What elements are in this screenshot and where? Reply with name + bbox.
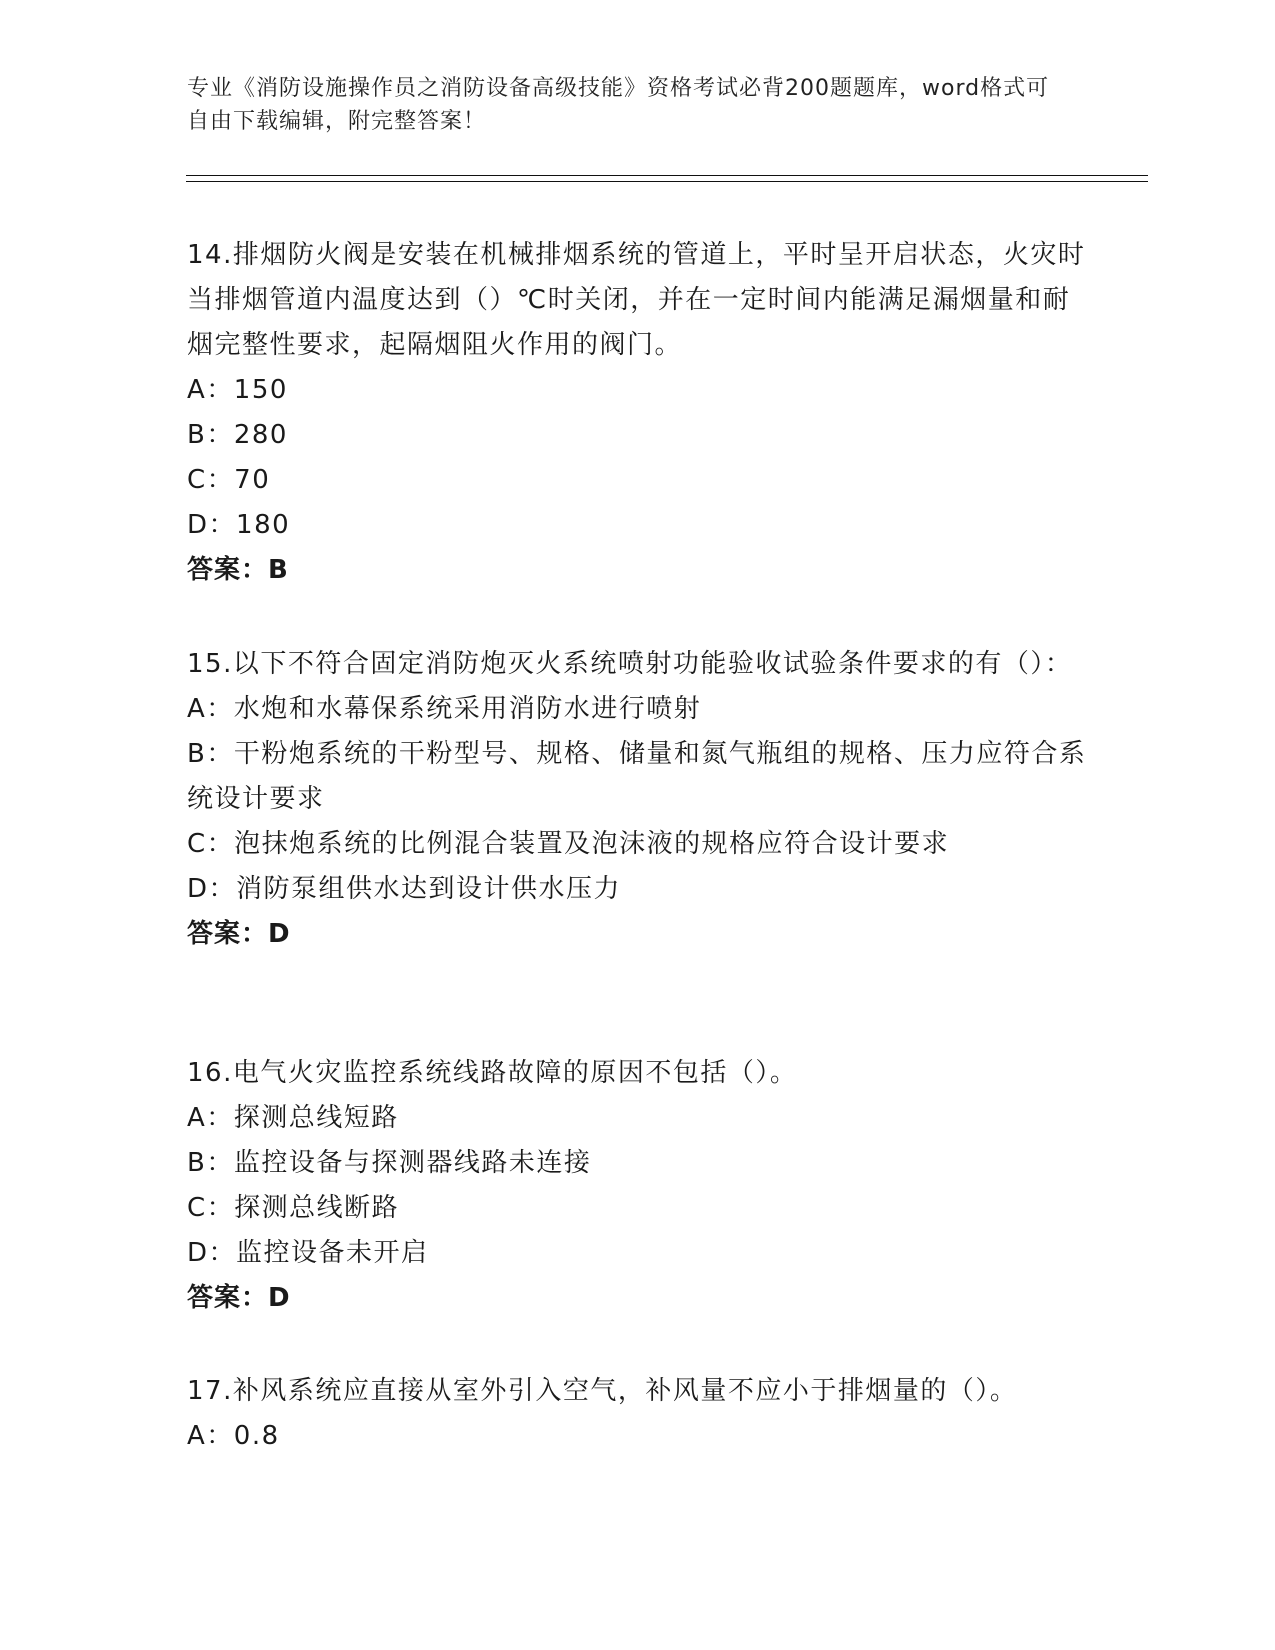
question-14 xyxy=(187,233,1087,593)
document-header: 专业《消防设施操作员之消防设备高级技能》资格考试必背200题题库，word格式可自由下载编辑，附完整答案！ xyxy=(187,76,1050,134)
option-c: C：70 xyxy=(187,465,271,495)
question-17 xyxy=(187,1369,1087,1459)
header-divider-top xyxy=(186,175,1148,176)
option-c: C：泡抹炮系统的比例混合装置及泡沫液的规格应符合设计要求 xyxy=(187,829,950,859)
option-a: A：150 xyxy=(187,375,288,405)
question-stem: 14.排烟防火阀是安装在机械排烟系统的管道上，平时呈开启状态，火灾时当排烟管道内温度达到（）℃时关闭，并在一定时间内能满足漏烟量和耐烟完整性要求，起隔烟阻火作用的阀门。 xyxy=(187,240,1086,360)
option-d: D：180 xyxy=(187,510,291,540)
option-c: C：探测总线断路 xyxy=(187,1193,400,1223)
answer: 答案：B xyxy=(187,555,289,585)
option-b: B：干粉炮系统的干粉型号、规格、储量和氮气瓶组的规格、压力应符合系统设计要求 xyxy=(187,739,1087,814)
option-a: A：0.8 xyxy=(187,1421,280,1451)
option-a: A：探测总线短路 xyxy=(187,1103,399,1133)
option-b: B：监控设备与探测器线路未连接 xyxy=(187,1148,592,1178)
question-16 xyxy=(187,1051,1087,1321)
question-stem: 16.电气火灾监控系统线路故障的原因不包括（）。 xyxy=(187,1058,798,1088)
header-divider-bottom xyxy=(186,181,1148,182)
answer: 答案：D xyxy=(187,919,291,949)
answer: 答案：D xyxy=(187,1283,291,1313)
question-15 xyxy=(187,642,1087,957)
question-stem: 17.补风系统应直接从室外引入空气，补风量不应小于排烟量的（）。 xyxy=(187,1376,1018,1406)
option-b: B：280 xyxy=(187,420,288,450)
option-d: D：监控设备未开启 xyxy=(187,1238,429,1268)
option-d: D：消防泵组供水达到设计供水压力 xyxy=(187,874,622,904)
question-stem: 15.以下不符合固定消防炮灭火系统喷射功能验收试验条件要求的有（）： xyxy=(187,649,1073,679)
option-a: A：水炮和水幕保系统采用消防水进行喷射 xyxy=(187,694,702,724)
